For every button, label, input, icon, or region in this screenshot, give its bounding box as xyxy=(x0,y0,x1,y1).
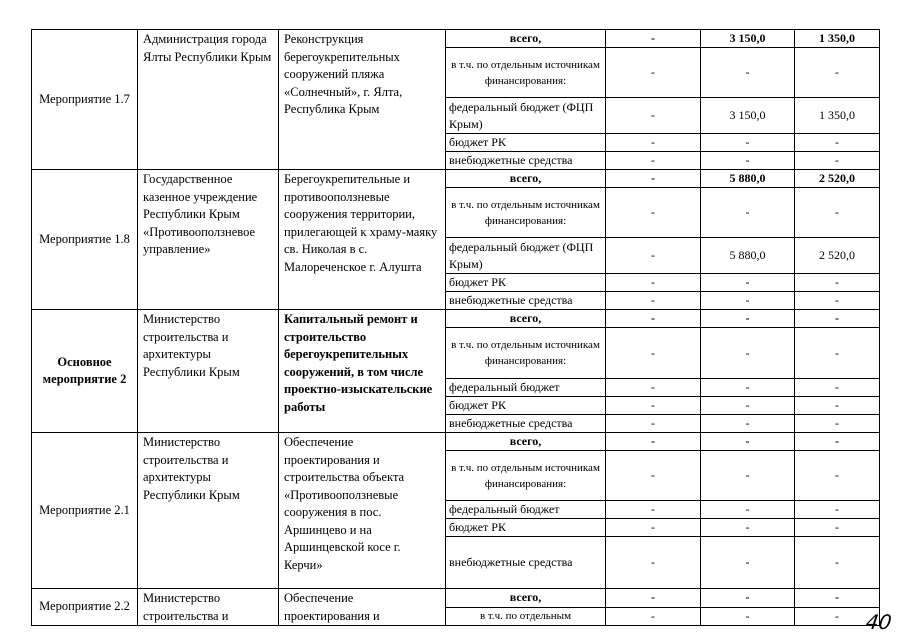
amount-cell-2: - xyxy=(701,433,795,451)
amount-cell-3: - xyxy=(795,292,880,310)
amount-cell-2: - xyxy=(701,292,795,310)
amount-cell-3: - xyxy=(795,328,880,379)
table-row xyxy=(32,589,880,608)
amount-cell-1: - xyxy=(606,537,701,589)
amount-cell-3: - xyxy=(795,188,880,238)
amount-cell-3: - xyxy=(795,607,880,626)
funding-source-cell: бюджет РК xyxy=(446,397,606,415)
funding-table-body xyxy=(32,30,880,626)
amount-cell-2: - xyxy=(701,589,795,608)
funding-source-cell: федеральный бюджет (ФЦП Крым) xyxy=(446,98,606,134)
executor-cell: Государственное казенное учреждение Республики Крым «Противооползневое управление» xyxy=(138,170,279,310)
amount-cell-1: - xyxy=(606,188,701,238)
amount-cell-3: - xyxy=(795,501,880,519)
funding-source-cell: в т.ч. по отдельным источникам финансирования: xyxy=(446,328,606,379)
amount-cell-2: 5 880,0 xyxy=(701,170,795,188)
amount-cell-2: - xyxy=(701,537,795,589)
funding-source-cell: внебюджетные средства xyxy=(446,537,606,589)
amount-cell-1: - xyxy=(606,238,701,274)
amount-cell-3: - xyxy=(795,537,880,589)
funding-source-cell: в т.ч. по отдельным источникам финансирования: xyxy=(446,451,606,501)
funding-source-cell: бюджет РК xyxy=(446,134,606,152)
amount-cell-1: - xyxy=(606,415,701,433)
funding-source-cell: всего, xyxy=(446,310,606,328)
funding-source-cell: внебюджетные средства xyxy=(446,415,606,433)
amount-cell-3: 2 520,0 xyxy=(795,238,880,274)
event-name-cell: Реконструкция берегоукрепительных сооружений пляжа «Солнечный», г. Ялта, Республика Крым xyxy=(279,30,446,170)
amount-cell-2: - xyxy=(701,134,795,152)
table-row xyxy=(32,433,880,451)
amount-cell-1: - xyxy=(606,379,701,397)
event-name-cell: Капитальный ремонт и строительство берегоукрепительных сооружений, в том числе проектно-изыскательские работы xyxy=(279,310,446,433)
amount-cell-1: - xyxy=(606,433,701,451)
amount-cell-2: - xyxy=(701,310,795,328)
amount-cell-2: - xyxy=(701,48,795,98)
amount-cell-3: - xyxy=(795,152,880,170)
amount-cell-3: - xyxy=(795,134,880,152)
amount-cell-1: - xyxy=(606,328,701,379)
funding-source-cell: в т.ч. по отдельным xyxy=(446,607,606,626)
amount-cell-2: - xyxy=(701,607,795,626)
amount-cell-3: - xyxy=(795,274,880,292)
amount-cell-3: 2 520,0 xyxy=(795,170,880,188)
funding-source-cell: всего, xyxy=(446,30,606,48)
amount-cell-1: - xyxy=(606,48,701,98)
event-label: Мероприятие 2.1 xyxy=(32,433,138,589)
event-label: Мероприятие 1.7 xyxy=(32,30,138,170)
amount-cell-1: - xyxy=(606,134,701,152)
event-name-cell: Обеспечение проектирования и строительства объекта «Противооползневые сооружения в пос. Аршинцево и на Аршинцевской косе г. Керчи» xyxy=(279,433,446,589)
amount-cell-3: - xyxy=(795,415,880,433)
amount-cell-1: - xyxy=(606,274,701,292)
amount-cell-1: - xyxy=(606,501,701,519)
amount-cell-1: - xyxy=(606,397,701,415)
amount-cell-1: - xyxy=(606,292,701,310)
amount-cell-2: 5 880,0 xyxy=(701,238,795,274)
page-number: 40 xyxy=(863,610,893,634)
funding-source-cell: бюджет РК xyxy=(446,274,606,292)
funding-source-cell: в т.ч. по отдельным источникам финансирования: xyxy=(446,48,606,98)
funding-source-cell: федеральный бюджет xyxy=(446,379,606,397)
amount-cell-1: - xyxy=(606,98,701,134)
table-row xyxy=(32,30,880,48)
amount-cell-2: - xyxy=(701,379,795,397)
amount-cell-1: - xyxy=(606,170,701,188)
funding-source-cell: федеральный бюджет (ФЦП Крым) xyxy=(446,238,606,274)
amount-cell-2: - xyxy=(701,152,795,170)
event-label: Мероприятие 2.2 xyxy=(32,589,138,626)
amount-cell-3: - xyxy=(795,379,880,397)
amount-cell-3: 1 350,0 xyxy=(795,98,880,134)
event-name-cell: Берегоукрепительные и противооползневые сооружения территории, прилегающей к храму-маяку св. Николая в с. Малореченское г. Алушта xyxy=(279,170,446,310)
funding-source-cell: бюджет РК xyxy=(446,519,606,537)
event-label: Мероприятие 1.8 xyxy=(32,170,138,310)
executor-cell: Министерство строительства и xyxy=(138,589,279,626)
funding-source-cell: внебюджетные средства xyxy=(446,152,606,170)
table-row xyxy=(32,170,880,188)
event-label: Основное мероприятие 2 xyxy=(32,310,138,433)
amount-cell-2: 3 150,0 xyxy=(701,30,795,48)
event-name-cell: Обеспечение проектирования и xyxy=(279,589,446,626)
amount-cell-2: - xyxy=(701,397,795,415)
amount-cell-1: - xyxy=(606,152,701,170)
amount-cell-1: - xyxy=(606,589,701,608)
funding-table xyxy=(31,29,880,626)
amount-cell-3: - xyxy=(795,397,880,415)
executor-cell: Министерство строительства и архитектуры Республики Крым xyxy=(138,310,279,433)
amount-cell-3: - xyxy=(795,589,880,608)
amount-cell-2: - xyxy=(701,415,795,433)
amount-cell-1: - xyxy=(606,310,701,328)
amount-cell-2: - xyxy=(701,274,795,292)
table-row xyxy=(32,310,880,328)
amount-cell-1: - xyxy=(606,30,701,48)
amount-cell-1: - xyxy=(606,519,701,537)
amount-cell-1: - xyxy=(606,451,701,501)
amount-cell-3: - xyxy=(795,519,880,537)
funding-source-cell: всего, xyxy=(446,170,606,188)
amount-cell-3: - xyxy=(795,433,880,451)
amount-cell-2: - xyxy=(701,451,795,501)
funding-source-cell: внебюджетные средства xyxy=(446,292,606,310)
executor-cell: Администрация города Ялты Республики Крым xyxy=(138,30,279,170)
funding-source-cell: в т.ч. по отдельным источникам финансирования: xyxy=(446,188,606,238)
funding-source-cell: всего, xyxy=(446,589,606,608)
amount-cell-2: - xyxy=(701,501,795,519)
amount-cell-3: - xyxy=(795,310,880,328)
amount-cell-2: - xyxy=(701,328,795,379)
funding-source-cell: всего, xyxy=(446,433,606,451)
amount-cell-3: - xyxy=(795,48,880,98)
executor-cell: Министерство строительства и архитектуры Республики Крым xyxy=(138,433,279,589)
funding-source-cell: федеральный бюджет xyxy=(446,501,606,519)
amount-cell-2: - xyxy=(701,188,795,238)
amount-cell-3: 1 350,0 xyxy=(795,30,880,48)
amount-cell-3: - xyxy=(795,451,880,501)
amount-cell-2: - xyxy=(701,519,795,537)
amount-cell-2: 3 150,0 xyxy=(701,98,795,134)
amount-cell-1: - xyxy=(606,607,701,626)
